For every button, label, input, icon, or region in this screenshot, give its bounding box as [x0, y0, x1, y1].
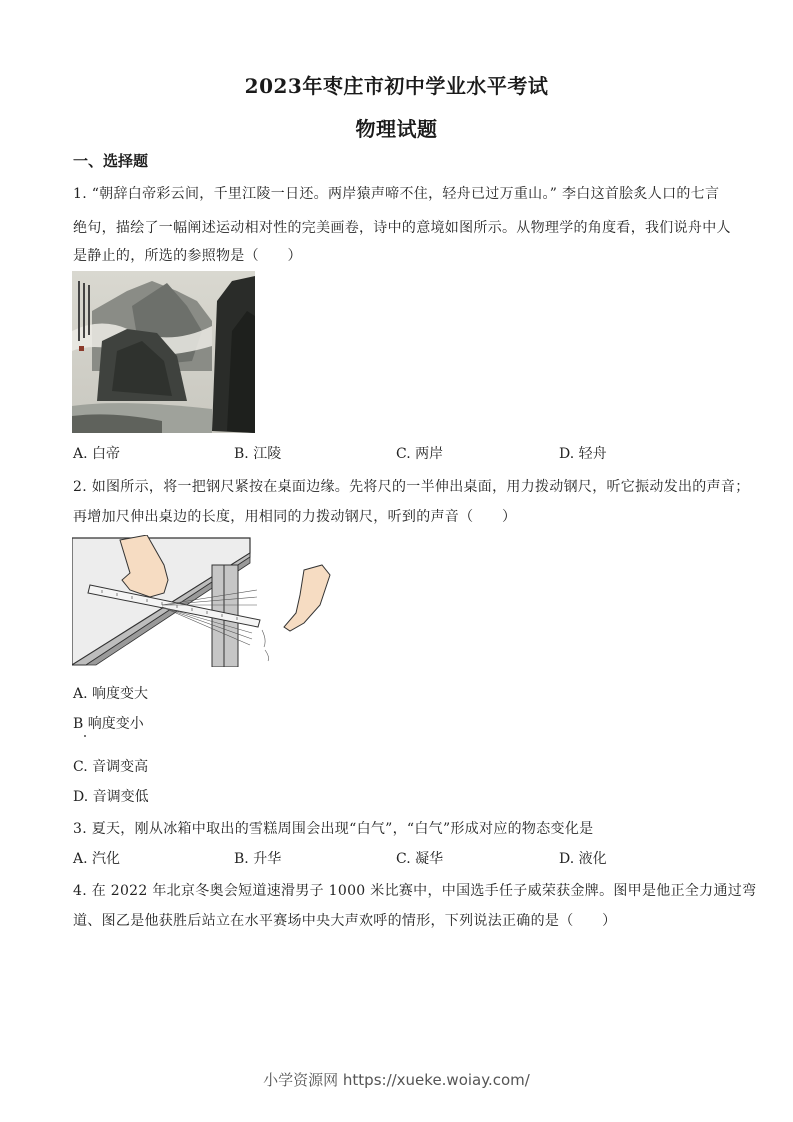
stray-mark — [84, 735, 86, 737]
section-heading: 一、选择题 — [73, 152, 149, 170]
question-text-line: 是静止的，所选的参照物是（ ） — [73, 248, 302, 264]
option-b[interactable]: B 响度变小 — [73, 716, 144, 732]
ruler-table-figure — [72, 535, 334, 667]
question-text-line: 1. “朝辞白帝彩云间，千里江陵一日还。两岸猿声啼不住，轻舟已过万重山。” 李白这首脍炙人口的七言 — [73, 186, 720, 202]
watermark-footer: 小学资源网 https://xueke.woiay.com/ — [263, 1071, 530, 1089]
option-a[interactable]: A. 白帝 — [73, 446, 121, 462]
question-text-line: 绝句，描绘了一幅阐述运动相对性的完美画卷，诗中的意境如图所示。从物理学的角度看，我们说舟中人 — [73, 220, 731, 236]
option-c[interactable]: C. 两岸 — [396, 446, 444, 462]
question-text-line: 2. 如图所示，将一把钢尺紧按在桌面边缘。先将尺的一半伸出桌面，用力拨动钢尺，听它振动发出的声音； — [73, 479, 750, 495]
exam-subtitle: 物理试题 — [355, 117, 438, 141]
question-text-line: 再增加尺伸出桌边的长度，用相同的力拨动钢尺，听到的声音（ ） — [73, 509, 517, 525]
landscape-painting-figure — [72, 271, 255, 433]
option-d[interactable]: D. 音调变低 — [73, 789, 149, 805]
option-b[interactable]: B. 升华 — [234, 851, 282, 867]
option-a[interactable]: A. 汽化 — [73, 851, 121, 867]
question-text-line: 4. 在 2022 年北京冬奥会短道速滑男子 1000 米比赛中，中国选手任子威荣获金牌。图甲是他正全力通过弯 — [73, 883, 757, 899]
exam-title: 2023年枣庄市初中学业水平考试 — [244, 74, 549, 98]
option-b[interactable]: B. 江陵 — [234, 446, 282, 462]
option-c[interactable]: C. 凝华 — [396, 851, 444, 867]
option-c[interactable]: C. 音调变高 — [73, 759, 149, 775]
question-text-line: 道、图乙是他获胜后站立在水平赛场中央大声欢呼的情形，下列说法正确的是（ ） — [73, 913, 617, 929]
question-text-line: 3. 夏天，刚从冰箱中取出的雪糕周围会出现“白气”，“白气”形成对应的物态变化是 — [73, 821, 594, 837]
option-d[interactable]: D. 液化 — [559, 851, 607, 867]
option-d[interactable]: D. 轻舟 — [559, 446, 607, 462]
option-a[interactable]: A. 响度变大 — [73, 686, 149, 702]
